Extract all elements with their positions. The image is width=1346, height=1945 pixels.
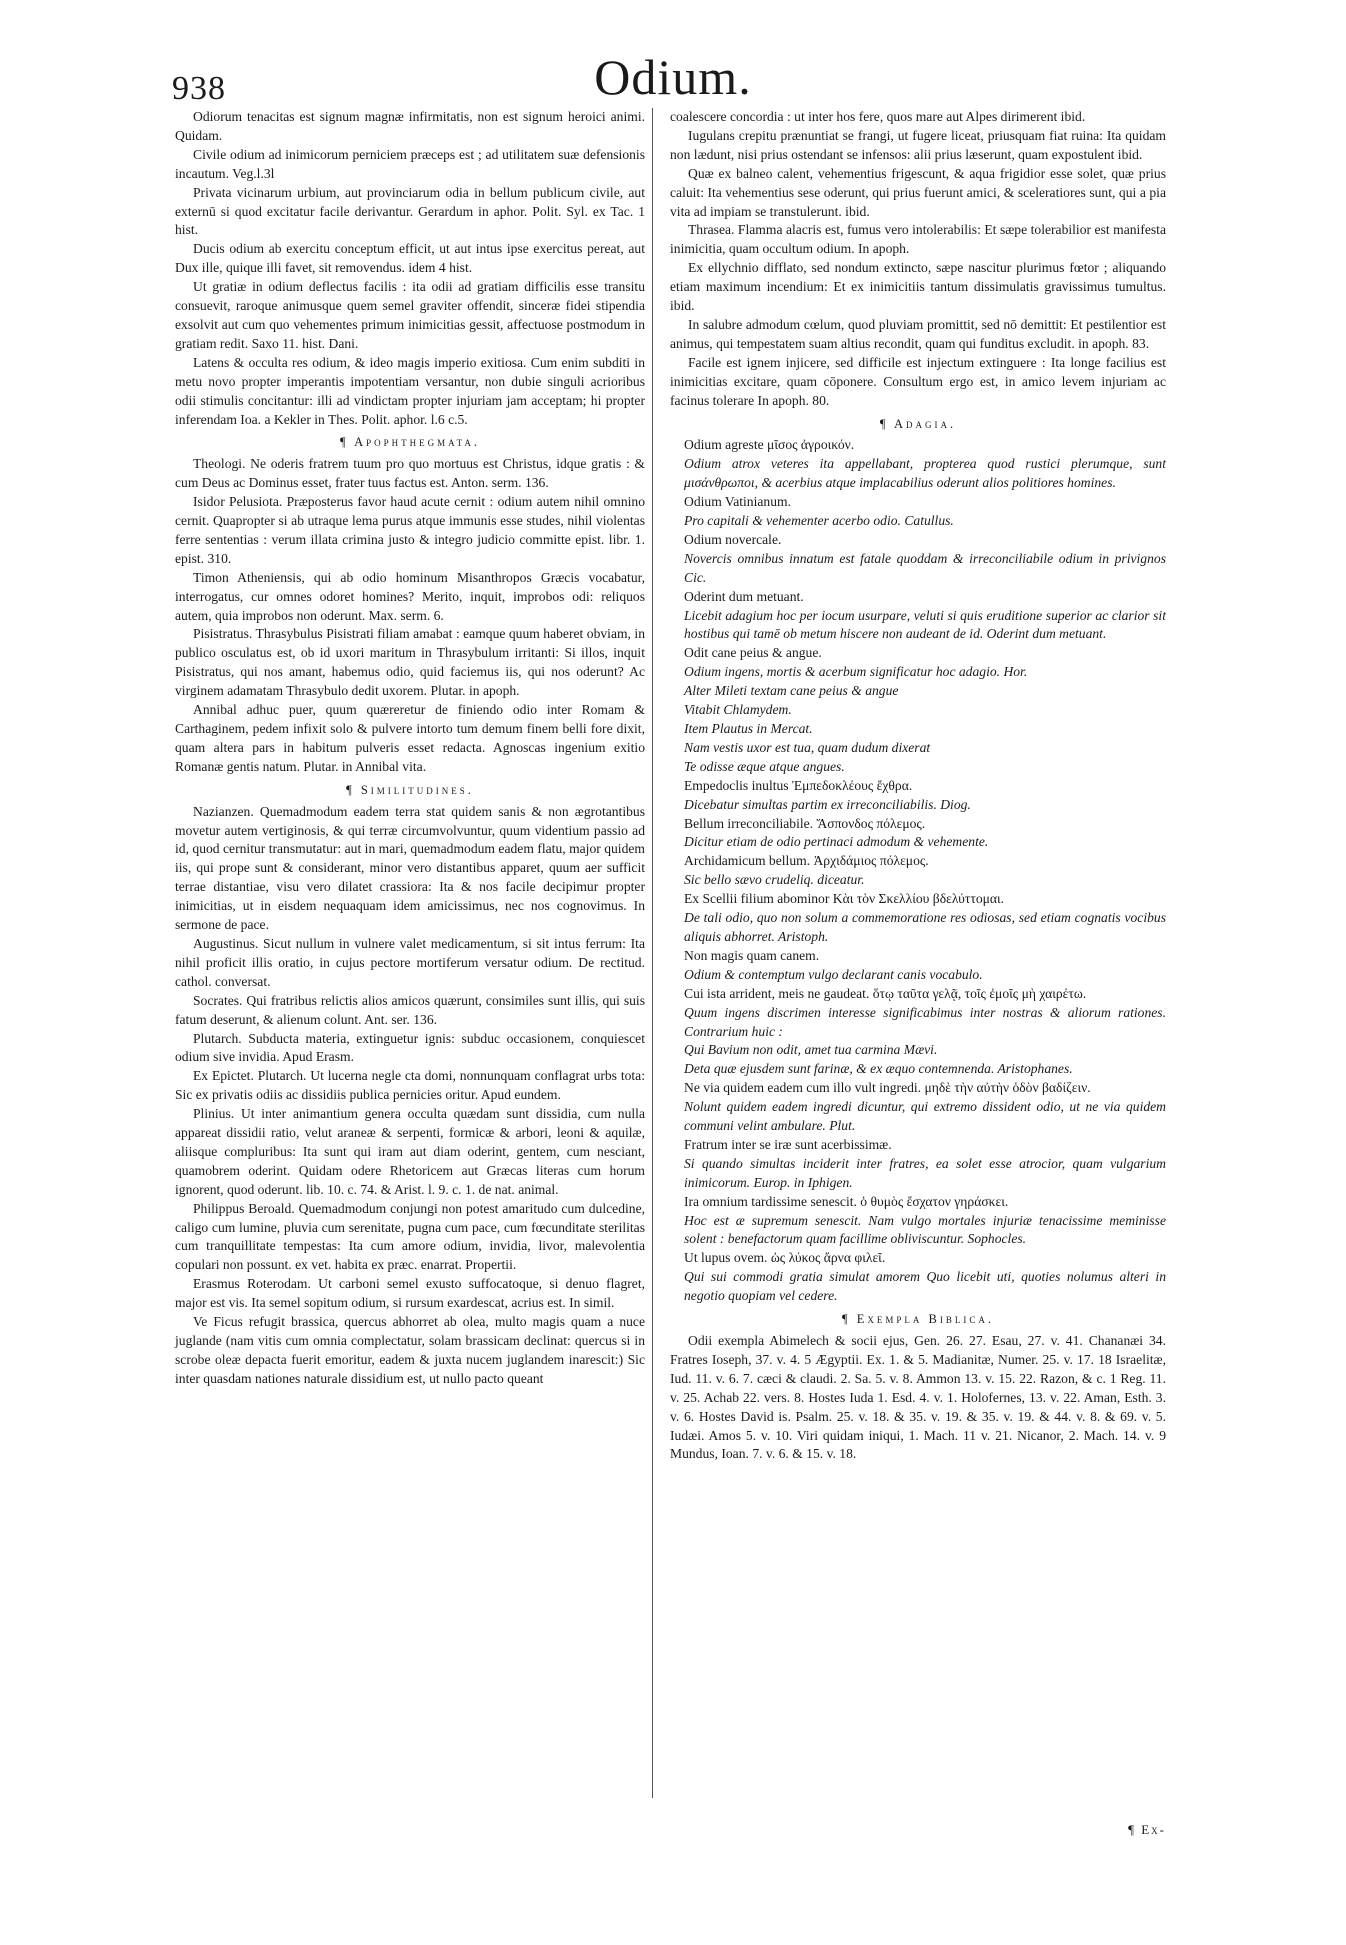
adage-explanation: Odium ingens, mortis & acerbum significatur hoc adagio. Hor. — [684, 664, 1028, 680]
adage-explanation: Alter Mileti textam cane peius & angue — [684, 683, 899, 699]
adage-entry: Ex Scellii filium abominor Κὰι τὸν Σκελλίου βδελύττομαι. — [684, 891, 1005, 907]
catchword: ¶ Ex- — [1128, 1822, 1166, 1837]
adage-entry: Ut lupus ovem. ὡς λύκος ἄρνα φιλεῖ. — [684, 1250, 886, 1266]
paragraph: Philippus Beroald. Quemadmodum conjungi non potest amaritudo cum dulcedine, caligo cum lumine, pluvia cum serenitate, pugna cum pace, cum fœcunditate sterilitas cum tranquillitate tempestas: Ita cum amore odium, invidia, livor, malevolentia copulari non possunt. ex vet. habita ex præc. enarrat. Propertii. — [175, 1200, 645, 1273]
paragraph: Civile odium ad inimicorum perniciem præceps est ; ad utilitatem suæ defensionis incautum. Veg.l.3l — [175, 146, 645, 181]
paragraph: Ve Ficus refugit brassica, quercus abhorret ab olea, multo magis quam a nuce juglande (nam vitis cum omnia complectatur, solam brassicam declinat: quercus si in scrobe oleæ depacta fuerit emoritur, eadem & juxta nucem juglandem inarescit:) Sic inter quasdam nationes naturale dissidium est, ut nullo pacto queant — [175, 1314, 645, 1386]
paragraph: Augustinus. Sicut nullum in vulnere valet medicamentum, si sit intus ferrum: Ita nihil proficit illis oratio, in cujus pectore mortiferum versatur odium. De rectitud. cathol. conversat. — [175, 935, 645, 989]
paragraph: In salubre admodum cœlum, quod pluviam promittit, sed nō demittit: Et pestilentior est animus, qui tempestatem suam altius recondit, quam qui funditus excludit. in apoph. 83. — [670, 316, 1166, 351]
section-heading-similitudines: ¶ Similitudines. — [346, 782, 474, 797]
paragraph: Erasmus Roterodam. Ut carboni semel exusto suffocatoque, si denuo flagret, major est vis. Ita semel sopitum odium, si rursum exardescat, acrius est. In simil. — [175, 1276, 645, 1311]
paragraph: Iugulans crepitu prænuntiat se frangi, ut fugere liceat, priusquam fiat ruina: Ita quidam non lædunt, nisi prius ostendant se infensos: alii prius læserunt, quam expostulent ibid. — [670, 127, 1166, 162]
adage-explanation: Novercis omnibus innatum est fatale quoddam & irreconciliabile odium in privignos Cic. — [684, 550, 1166, 585]
paragraph: Quæ ex balneo calent, vehementius frigescunt, & aqua frigidior esse solet, quæ prius caluit: Ita vehementius sese oderunt, qui prius fuerunt amici, & sceleratiores sunt, qui a pia vita ad impiam se transtulerunt. ibid. — [670, 165, 1166, 219]
paragraph: Timon Atheniensis, qui ab odio hominum Misanthropos Græcis vocabatur, interrogatus, cur omnes odoret homines? Merito, inquit, improbos odi: reliquos autem, quia improbos non oderunt. Max. serm. 6. — [175, 569, 645, 623]
adage-explanation: Quum ingens discrimen interesse significabimus inter nostras & aliorum rationes. Contrarium huic : — [684, 1004, 1166, 1039]
section-heading-exempla-biblica: ¶ Exempla Biblica. — [841, 1312, 994, 1327]
adage-entry: Ne via quidem eadem cum illo vult ingredi. μηδὲ τὴν αὐτὴν ὁδὸν βαδίζειν. — [684, 1080, 1091, 1096]
section-heading-apophthegmata: ¶ Apophthegmata. — [339, 435, 481, 450]
adage-explanation: De tali odio, quo non solum a commemoratione res odiosas, sed etiam cognatis vocibus aliquis abhorret. Aristoph. — [684, 910, 1166, 944]
adage-explanation: Pro capitali & vehementer acerbo odio. Catullus. — [684, 513, 954, 529]
apophthegmata-section — [175, 455, 645, 776]
adage-explanation: Qui sui commodi gratia simulat amorem Quo licebit uti, quoties nolumus alteri in negotio quopiam vel cedere. — [684, 1269, 1166, 1304]
adage-explanation: Nolunt quidem eadem ingredi dicuntur, qui extremo dissident odio, ut ne via quidem communi velint ambulare. Plut. — [684, 1099, 1166, 1134]
adage-entry: Odium Vatinianum. — [684, 494, 791, 510]
paragraph: Thrasea. Flamma alacris est, fumus vero intolerabilis: Et sæpe tolerabilior est manifesta inimicitia, quam occultum odium. In apoph. — [670, 222, 1166, 257]
adage-entry: Bellum irreconciliabile. Ἄσπονδος πόλεμος. — [684, 815, 926, 831]
paragraph: Pisistratus. Thrasybulus Pisistrati filiam amabat : eamque quum haberet obviam, in publico osculatus est, ob id uxori maritum in Thrasybulum irritanti: Si illos, inquit Pisistratus, qui nos amant, habemus odio, quid faciemus iis, qui nos oderunt? Ac virginem adamatam Thrasybulo dedit uxorem. Plutar. in apoph. — [175, 626, 645, 699]
paragraph: Latens & occulta res odium, & ideo magis imperio exitiosa. Cum enim subditi in metu novo propter imperantis impotentiam versantur, non dubie singuli acrioribus odii stimulis concitantur: illi ad vindictam propter injuriam jam acceptam; hi propter inferendam Ioa. a Kekler in Thes. Polit. aphor. l.6 c.5. — [175, 354, 645, 427]
page-title: Odium. — [594, 49, 752, 105]
adage-entry: Non magis quam canem. — [684, 947, 820, 963]
adage-entry: Empedoclis inultus Ἐμπεδοκλέους ἔχθρα. — [684, 777, 913, 793]
adage-explanation: Qui Bavium non odit, amet tua carmina Mævi. — [684, 1042, 938, 1058]
adage-explanation: Te odisse æque atque angues. — [684, 758, 845, 774]
similitudines-continued — [670, 108, 1166, 411]
section-heading-adagia: ¶ Adagia. — [879, 416, 957, 431]
adage-entry: Ira omnium tardissime senescit. ὁ θυμὸς ἔσχατον γηράσκει. — [684, 1193, 1009, 1209]
paragraph: Privata vicinarum urbium, aut provinciarum odia in bellum publicum civile, aut externū si quod excitatur facile derivantur. Gerardum in aphor. Polit. Syl. ex Tac. 1 hist. — [175, 184, 645, 238]
adage-explanation: Odium & contemptum vulgo declarant canis vocabulo. — [684, 966, 983, 982]
adage-explanation: Odium atrox veteres ita appellabant, propterea quod rustici plerumque, sunt μισάνθρωποι, & acerbius atque implacabilius oderunt alios politiores homines. — [684, 456, 1166, 491]
adage-entry: Cui ista arrident, meis ne gaudeat. ὅτῳ ταῦτα γελᾷ, τοῖς ἐμοῖς μὴ χαιρέτω. — [684, 985, 1087, 1001]
adage-entry: Odium novercale. — [684, 531, 782, 547]
right-column — [670, 108, 1166, 1464]
paragraph: Theologi. Ne oderis fratrem tuum pro quo mortuus est Christus, idque gratis : & cum Deus ac Dominus esset, frater tuus factus est. Anton. serm. 136. — [175, 456, 645, 491]
adage-entry: Oderint dum metuant. — [684, 588, 804, 604]
paragraph: Ex Epictet. Plutarch. Ut lucerna negle cta domi, nonnunquam conflagrat urbs tota: Sic ex privatis odiis ac dissidiis publica pernicies oritur. Apud eundem. — [175, 1068, 645, 1103]
adage-explanation: Dicitur etiam de odio pertinaci admodum & vehemente. — [684, 834, 989, 850]
exempla-section — [670, 1332, 1166, 1464]
adage-explanation: Sic bello sævo crudeliq. diceatur. — [684, 872, 865, 888]
paragraph: Annibal adhuc puer, quum quæreretur de finiendo odio inter Romam & Carthaginem, pedem infixit solo & pulvere intorto tum demum finem belli fore dixit, quam altera pars in habitum pulveris esset redacta. Agnoscas ingenium exitio Romanæ gentis natum. Plutar. in Annibal vita. — [175, 702, 645, 774]
paragraph: Isidor Pelusiota. Præposterus favor haud acute cernit : odium autem nihil omnino cernit. Quapropter si ab utraque lema purus atque immunis esse studes, nihil violentas ferre sententias : verum illata crimina justo & integro judicio committe epist. libr. 1. epist. 310. — [175, 494, 645, 566]
adage-explanation: Hoc est æ supremum senescit. Nam vulgo mortales injuriæ tenacissime meminisse solent : benefactorum quam facillime obliviscuntur. Sophocles. — [684, 1212, 1166, 1247]
paragraph: Facile est ignem injicere, sed difficile est injectum extinguere : Ita longe facilius est inimicitias excitare, quam cōponere. Consultum ergo est, in amico levem injuriam ac facinus tolerare In apoph. 80. — [670, 354, 1166, 408]
paragraph: Ex ellychnio difflato, sed nondum extincto, sæpe nascitur plurimus fœtor ; aliquando etiam maximum incendium: Et ex inimicitiis tantum dissimulatis gravissimus tumultus. ibid. — [670, 260, 1166, 314]
paragraph: Plinius. Ut inter animantium genera occulta quædam sunt dissidia, cum nulla appareat dissidii ratio, velut araneæ & serpenti, formicæ & arbori, leoni & aquilæ, aliisque compluribus: Ita sunt qui iram aut diam oderint, gentem, cum nesciant, quamobrem oderint. Quidam odere Rhetoricem aut Græcas literas cum horum ignorent, quod oderunt. lib. 10. c. 74. & Arist. l. 9. c. 1. de nat. animal. — [175, 1106, 645, 1197]
intro-section — [175, 108, 645, 429]
paragraph: Ducis odium ab exercitu conceptum efficit, ut aut intus ipse exercitus pereat, aut Dux ille, quique illi favet, sit removendus. idem 4 hist. — [175, 241, 645, 276]
paragraph: Odiorum tenacitas est signum magnæ infirmitatis, non est signum heroici animi. Quidam. — [175, 109, 645, 143]
page-number: 938 — [172, 70, 226, 107]
adage-entry: Odium agreste μῖσος ἀγροικόν. — [684, 437, 855, 453]
left-column — [175, 108, 645, 1389]
similitudines-section — [175, 803, 645, 1389]
adage-explanation: Nam vestis uxor est tua, quam dudum dixerat — [684, 739, 931, 755]
adage-entry: Odit cane peius & angue. — [684, 645, 822, 661]
adage-explanation: Item Plautus in Mercat. — [684, 721, 813, 736]
paragraph: coalescere concordia : ut inter hos fere, quos mare aut Alpes dirimerent ibid. — [670, 109, 1086, 124]
paragraph: Plutarch. Subducta materia, extinguetur ignis: subduc occasionem, conquiescet odium sive invidia. Apud Erasm. — [175, 1030, 645, 1065]
adage-explanation: Si quando simultas inciderit inter fratres, ea solet esse atrocior, quam vulgarium inimicorum. Europ. in Iphigen. — [684, 1155, 1166, 1190]
paragraph: Nazianzen. Quemadmodum eadem terra stat quidem sanis & non ægrotantibus movetur autem vertiginosis, & qui terræ circumvolvuntur, quum videntium passio ad id, quod cernitur transmutatur: aut in mari, quemadmodum eadem flatu, major quidem iis, qui prope sunt & considerant, minor vero distantibus apparet, quum aer sufficit terrae distantiae, visu vero dilatet crassiora: Ita & nos facile decipimur propter inimicitias, ut in eisdem nequaquam idem amicissimus, nec nos cognovimus. In sermone de pace. — [175, 803, 645, 933]
adage-entry: Archidamicum bellum. Ἀρχιδάμιος πόλεμος. — [684, 853, 929, 869]
paragraph: Odii exempla Abimelech & socii ejus, Gen. 26. 27. Esau, 27. v. 41. Chananæi 34. Fratres Ioseph, 37. v. 4. 5 Ægyptii. Ex. 1. & 5. Madianitæ, Numer. 25. v. 17. 18 Israelitæ, Iud. 11. v. 6. 7. cæci & claudi. 2. Sa. 5. v. 8. Ammon 13. v. 15. 22. Razon, & c. 1 Reg. 11. v. 25. Achab 22. vers. 8. Hostes Iuda 1. Esd. 4. v. 1. Holofernes, 13. v. 22. Aman, Esth. 3. v. 6. Hostes David is. Psalm. 25. v. 18. & 35. v. 19. & 35. v. 19. & 44. v. 8. & 69. v. 5. Iudæi. Amos 5. v. 10. Viri quidam iniqui, 1. Mach. 11 v. 21. Nicanor, 2. Mach. 14. v. 9 Mundus, Ioan. 7. v. 6. & 15. v. 18. — [670, 1333, 1166, 1462]
adagia-section — [670, 436, 1166, 1306]
paragraph: Ut gratiæ in odium deflectus facilis : ita odii ad gratiam difficilis esse transitu consuevit, raroque animusque quem semel graviter offendit, sinceræ fidei stipendia exsolvit aut cum quo vehementes primum inimicitias gessit, affectuose postmodum in gratiam redit. Saxo 11. hist. Dani. — [175, 279, 645, 351]
adage-explanation: Vitabit Chlamydem. — [684, 702, 792, 718]
column-divider — [652, 108, 653, 1798]
adage-explanation: Dicebatur simultas partim ex irreconciliabilis. Diog. — [684, 796, 971, 812]
adage-explanation: Deta quæ ejusdem sunt farinæ, & ex æquo contemnenda. Aristophanes. — [684, 1061, 1073, 1077]
adage-explanation: Licebit adagium hoc per iocum usurpare, veluti si quis eruditione superior ac clarior sit hostibus qui tamē ob metum hiscere non audeant de id. Oderint dum metuant. — [684, 607, 1166, 642]
adage-entry: Fratrum inter se iræ sunt acerbissimæ. — [684, 1136, 892, 1152]
paragraph: Socrates. Qui fratribus relictis alios amicos quærunt, consimiles sunt illis, qui suis fatum deserunt, & alienum colunt. Ant. ser. 136. — [175, 992, 645, 1027]
